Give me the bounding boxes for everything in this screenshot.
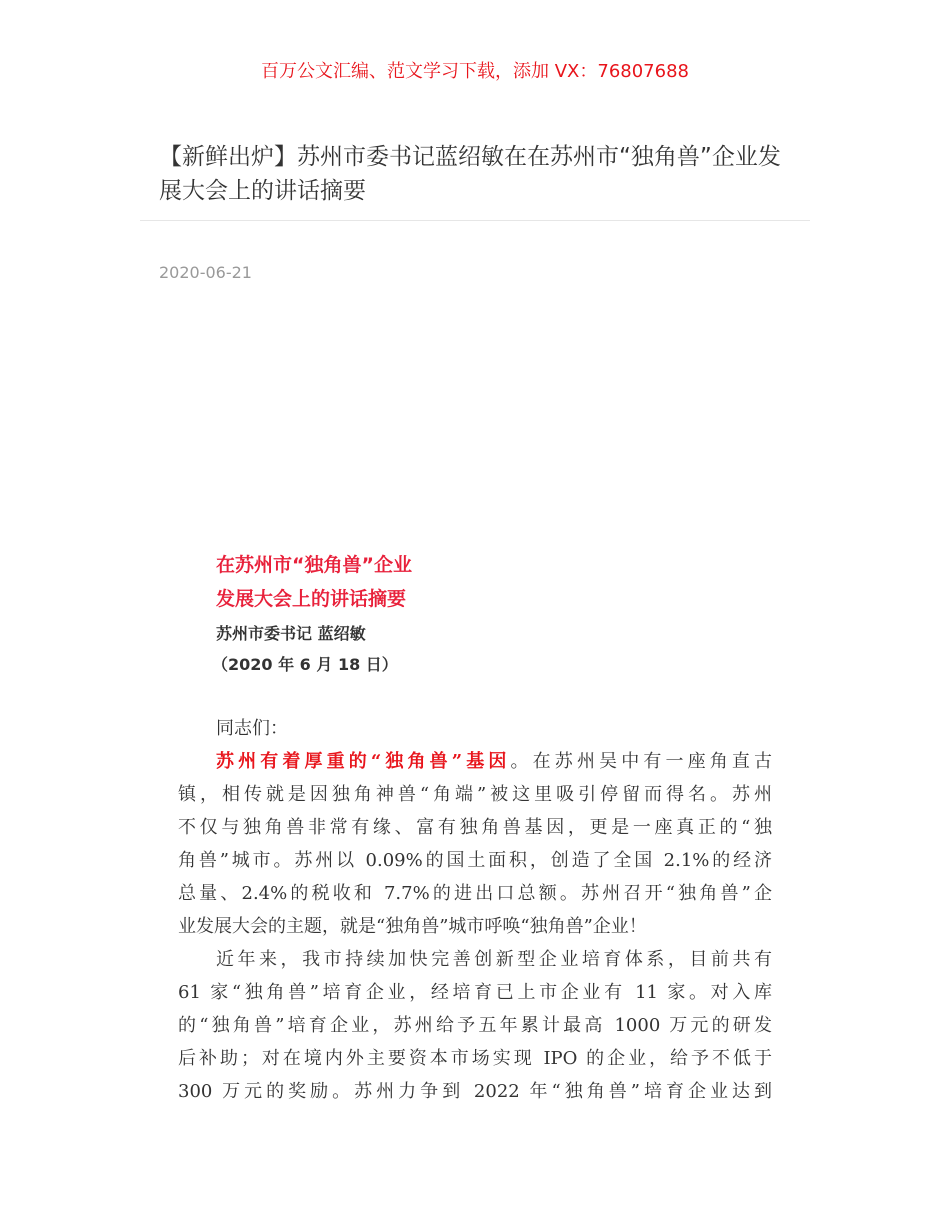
paragraph-line: 业发展大会的主题，就是“独角兽”城市呼唤“独角兽”企业！ (178, 916, 647, 937)
paragraph-line: 总量、2.4%的税收和 7.7%的进出口总额。苏州召开“独角兽”企 (178, 883, 772, 904)
paragraph-line: 61 家“独角兽”培育企业，经培育已上市企业有 11 家。对入库 (178, 982, 772, 1003)
speaker: 苏州市委书记 蓝绍敏 (216, 624, 366, 643)
line-text: 。在苏州吴中有一座角直古 (510, 751, 772, 772)
salutation: 同志们： (216, 718, 288, 739)
article-date: 2020-06-21 (159, 263, 252, 282)
paragraph-line (178, 745, 772, 778)
paragraph-line: 的“独角兽”培育企业，苏州给予五年累计最高 1000 万元的研发 (178, 1015, 772, 1036)
paragraph-line: 角兽”城市。苏州以 0.09%的国土面积，创造了全国 2.1%的经济 (178, 850, 772, 871)
watermark-banner: 百万公文汇编、范文学习下载，添加 VX：76807688 (261, 61, 689, 82)
paragraph-line: 镇，相传就是因独角神兽“角端”被这里吸引停留而得名。苏州 (178, 784, 772, 805)
paragraph-line: 300 万元的奖励。苏州力争到 2022 年“独角兽”培育企业达到 (178, 1081, 772, 1102)
speech-body (178, 712, 772, 1108)
paragraph-line: 后补助；对在境内外主要资本市场实现 IPO 的企业，给予不低于 (178, 1048, 772, 1069)
article-title: 【新鲜出炉】苏州市委书记蓝绍敏在在苏州市“独角兽”企业发展大会上的讲话摘要 (159, 144, 781, 204)
paragraph-line: 不仅与独角兽非常有缘、富有独角兽基因，更是一座真正的“独 (178, 817, 772, 838)
speech-heading-line2: 发展大会上的讲话摘要 (216, 588, 407, 610)
speech-heading-line1: 在苏州市“独角兽”企业 (216, 554, 412, 576)
speech-date: （2020 年 6 月 18 日） (212, 655, 398, 674)
paragraph-line: 近年来，我市持续加快完善创新型企业培育体系，目前共有 (216, 949, 772, 970)
highlight-text: 苏州有着厚重的“独角兽”基因 (216, 751, 511, 772)
divider (140, 220, 810, 221)
